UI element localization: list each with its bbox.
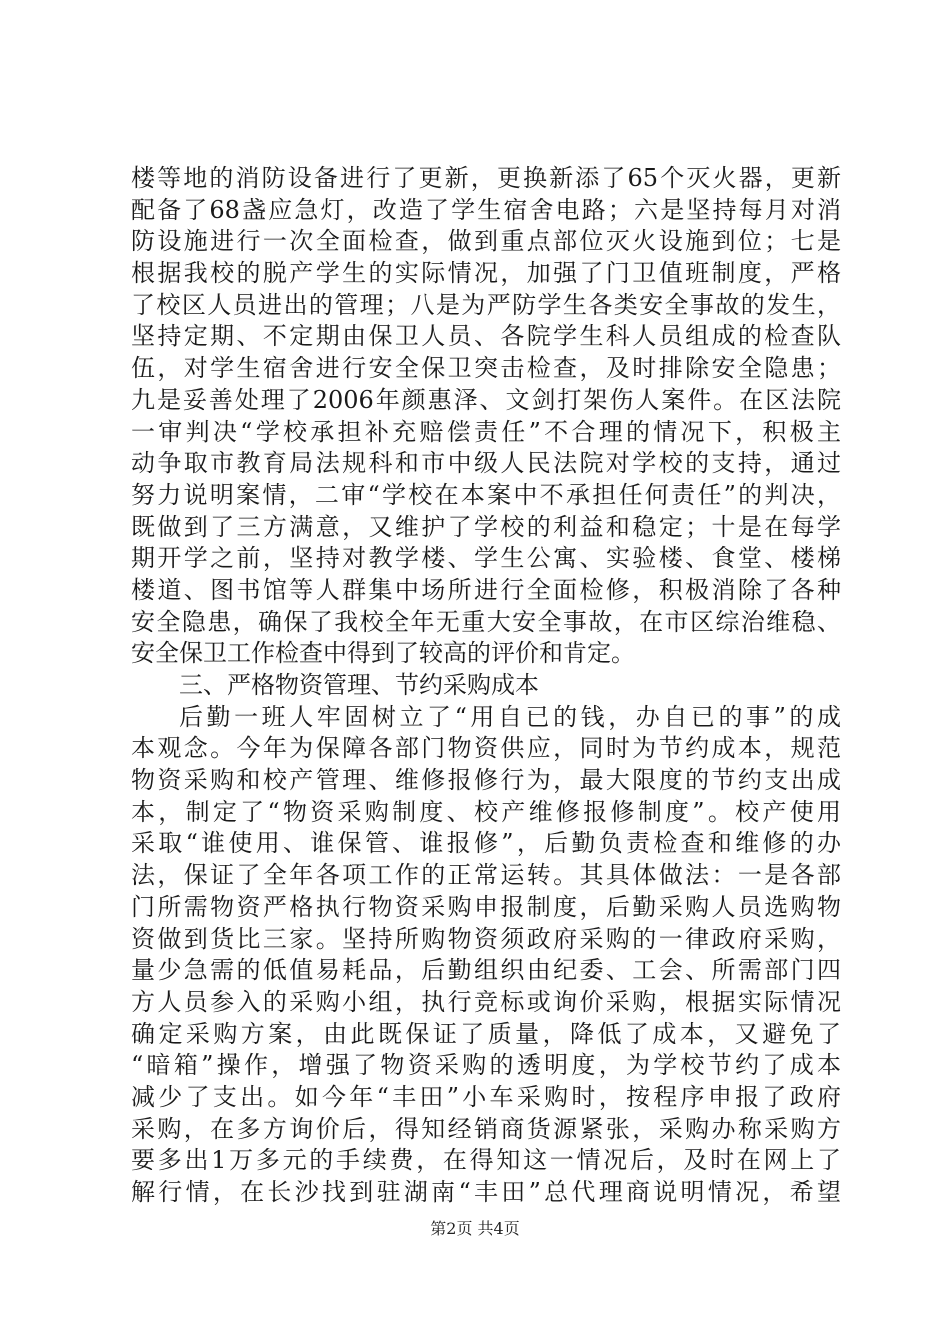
text-line: 安全保卫工作检查中得到了较高的评价和肯定。 [131,639,635,668]
section-heading: 三、严格物资管理、节约采购成本 [179,671,539,699]
text-line: 既做到了三方满意，又维护了学校的利益和稳定；十是在每学 [131,512,841,541]
text-line: “暗箱”操作，增强了物资采购的透明度，为学校节约了成本 [131,1051,841,1080]
text-line: 方人员参入的采购小组，执行竞标或询价采购，根据实际情况 [131,987,841,1016]
text-line: 法，保证了全年各项工作的正常运转。其具体做法：一是各部 [131,861,841,890]
text-line: 一审判决“学校承担补充赔偿责任”不合理的情况下，积极主 [131,417,841,446]
text-line: 量少急需的低值易耗品，后勤组织由纪委、工会、所需部门四 [131,956,841,985]
text-line: 了校区人员进出的管理；八是为严防学生各类安全事故的发生， [131,290,841,319]
text-line: 资做到货比三家。坚持所购物资须政府采购的一律政府采购， [131,924,841,953]
text-line: 确定采购方案，由此既保证了质量，降低了成本，又避免了 [131,1019,841,1048]
text-line: 根据我校的脱产学生的实际情况，加强了门卫值班制度，严格 [131,259,841,288]
text-line: 解行情，在长沙找到驻湖南“丰田”总代理商说明情况，希望 [131,1178,841,1206]
text-line: 配备了68盏应急灯，改造了学生宿舍电路；六是坚持每月对消 [131,195,841,224]
text-line: 物资采购和校产管理、维修报修行为，最大限度的节约支出成 [131,766,841,795]
page-footer: 第2页 共4页 [430,1219,520,1238]
text-line: 期开学之前，坚持对教学楼、学生公寓、实验楼、食堂、楼梯 [131,544,841,573]
text-line: 九是妥善处理了2006年颜惠泽、文剑打架伤人案件。在区法院 [131,385,841,414]
text-line: 后勤一班人牢固树立了“用自已的钱，办自已的事”的成 [179,702,841,731]
text-line: 防设施进行一次全面检查，做到重点部位灭火设施到位；七是 [131,227,841,256]
text-line: 楼等地的消防设备进行了更新，更换新添了65个灭火器，更新 [131,164,841,192]
text-line: 楼道、图书馆等人群集中场所进行全面检修，积极消除了各种 [131,575,841,604]
text-line: 要多出1万多元的手续费，在得知这一情况后，及时在网上了 [131,1146,841,1175]
text-line: 采取“谁使用、谁保管、谁报修”，后勤负责检查和维修的办 [131,829,841,858]
document-body [131,163,841,1209]
text-line: 采购，在多方询价后，得知经销商货源紧张，采购办称采购方 [131,1114,841,1143]
text-line: 动争取市教育局法规科和市中级人民法院对学校的支持，通过 [131,449,841,478]
text-line: 努力说明案情，二审“学校在本案中不承担任何责任”的判决， [131,480,841,509]
text-line: 本，制定了“物资采购制度、校产维修报修制度”。校产使用 [131,797,841,826]
text-line: 坚持定期、不定期由保卫人员、各院学生科人员组成的检查队 [131,322,841,351]
text-line: 减少了支出。如今年“丰田”小车采购时，按程序申报了政府 [131,1082,841,1111]
text-line: 门所需物资严格执行物资采购申报制度，后勤采购人员选购物 [131,892,841,921]
text-line: 本观念。今年为保障各部门物资供应，同时为节约成本，规范 [131,734,841,763]
text-line: 伍，对学生宿舍进行安全保卫突击检查，及时排除安全隐患； [131,354,841,383]
text-line: 安全隐患，确保了我校全年无重大安全事故，在市区综治维稳、 [131,607,841,636]
